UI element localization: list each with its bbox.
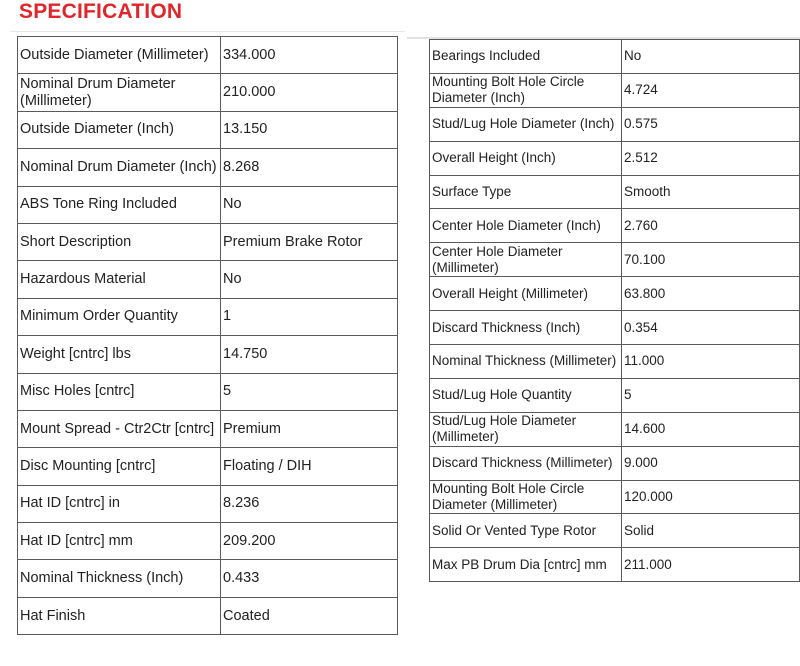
spec-value: 14.750 xyxy=(221,336,398,373)
spec-label: Nominal Thickness (Inch) xyxy=(18,560,221,597)
table-row xyxy=(18,223,398,260)
spec-value: 14.600 xyxy=(622,412,800,446)
spec-label: Nominal Drum Diameter (Inch) xyxy=(18,149,221,186)
table-row xyxy=(18,597,398,634)
table-row xyxy=(430,141,800,175)
table-row xyxy=(18,111,398,148)
spec-label: Mounting Bolt Hole Circle Diameter (Millimeter) xyxy=(430,480,622,514)
spec-value: No xyxy=(622,40,800,74)
spec-value: 8.268 xyxy=(221,149,398,186)
spec-label: ABS Tone Ring Included xyxy=(18,186,221,223)
spec-label: Nominal Thickness (Millimeter) xyxy=(430,345,622,379)
table-row xyxy=(430,277,800,311)
spec-table-left xyxy=(17,36,398,635)
table-row xyxy=(430,514,800,548)
table-row xyxy=(18,149,398,186)
table-row xyxy=(430,446,800,480)
table-row xyxy=(430,40,800,74)
spec-label: Outside Diameter (Millimeter) xyxy=(18,37,221,74)
spec-value: Coated xyxy=(221,597,398,634)
table-row xyxy=(430,209,800,243)
heading-divider xyxy=(10,31,405,32)
table-row xyxy=(430,480,800,514)
spec-label: Center Hole Diameter (Inch) xyxy=(430,209,622,243)
spec-value: No xyxy=(221,261,398,298)
spec-label: Short Description xyxy=(18,223,221,260)
spec-label: Outside Diameter (Inch) xyxy=(18,111,221,148)
table-row xyxy=(430,243,800,277)
table-row xyxy=(18,298,398,335)
spec-table-right-body xyxy=(430,40,800,582)
spec-label: Weight [cntrc] lbs xyxy=(18,336,221,373)
spec-value: 334.000 xyxy=(221,37,398,74)
spec-table-left-body xyxy=(18,37,398,635)
spec-value: 70.100 xyxy=(622,243,800,277)
spec-label: Stud/Lug Hole Diameter (Inch) xyxy=(430,107,622,141)
spec-value: 0.433 xyxy=(221,560,398,597)
spec-value: 210.000 xyxy=(221,74,398,111)
spec-label: Mounting Bolt Hole Circle Diameter (Inch) xyxy=(430,73,622,107)
spec-label: Disc Mounting [cntrc] xyxy=(18,448,221,485)
table-row xyxy=(18,523,398,560)
spec-label: Minimum Order Quantity xyxy=(18,298,221,335)
spec-value: 211.000 xyxy=(622,548,800,582)
spec-value: 4.724 xyxy=(622,73,800,107)
spec-value: Premium Brake Rotor xyxy=(221,223,398,260)
spec-value: 120.000 xyxy=(622,480,800,514)
table-row xyxy=(430,311,800,345)
spec-value: 0.354 xyxy=(622,311,800,345)
spec-value: 5 xyxy=(221,373,398,410)
table-row xyxy=(430,73,800,107)
table-row xyxy=(18,373,398,410)
spec-label: Discard Thickness (Inch) xyxy=(430,311,622,345)
spec-label: Overall Height (Inch) xyxy=(430,141,622,175)
table-row xyxy=(430,548,800,582)
spec-value: 8.236 xyxy=(221,485,398,522)
table-row xyxy=(430,345,800,379)
spec-value: 1 xyxy=(221,298,398,335)
spec-label: Surface Type xyxy=(430,175,622,209)
spec-value: 11.000 xyxy=(622,345,800,379)
table-row xyxy=(18,485,398,522)
table-row xyxy=(18,448,398,485)
spec-label: Discard Thickness (Millimeter) xyxy=(430,446,622,480)
table-row xyxy=(430,378,800,412)
spec-label: Hat ID [cntrc] mm xyxy=(18,523,221,560)
spec-label: Mount Spread - Ctr2Ctr [cntrc] xyxy=(18,410,221,447)
table-row xyxy=(18,336,398,373)
spec-label: Misc Holes [cntrc] xyxy=(18,373,221,410)
spec-label: Solid Or Vented Type Rotor xyxy=(430,514,622,548)
spec-label: Hazardous Material xyxy=(18,261,221,298)
spec-label: Nominal Drum Diameter (Millimeter) xyxy=(18,74,221,111)
table-row xyxy=(18,37,398,74)
table-row xyxy=(18,74,398,111)
spec-value: Floating / DIH xyxy=(221,448,398,485)
spec-value: 5 xyxy=(622,378,800,412)
table-row xyxy=(430,412,800,446)
spec-value: 209.200 xyxy=(221,523,398,560)
spec-label: Max PB Drum Dia [cntrc] mm xyxy=(430,548,622,582)
spec-value: Solid xyxy=(622,514,800,548)
spec-value: No xyxy=(221,186,398,223)
spec-value: 2.512 xyxy=(622,141,800,175)
spec-label: Stud/Lug Hole Diameter (Millimeter) xyxy=(430,412,622,446)
spec-label: Hat ID [cntrc] in xyxy=(18,485,221,522)
table-row xyxy=(18,410,398,447)
spec-value: Premium xyxy=(221,410,398,447)
spec-label: Center Hole Diameter (Millimeter) xyxy=(430,243,622,277)
spec-label: Hat Finish xyxy=(18,597,221,634)
page-title: SPECIFICATION xyxy=(19,0,183,23)
table-row xyxy=(430,175,800,209)
spec-value: 0.575 xyxy=(622,107,800,141)
table-row xyxy=(18,261,398,298)
spec-value: 9.000 xyxy=(622,446,800,480)
spec-label: Overall Height (Millimeter) xyxy=(430,277,622,311)
spec-value: 2.760 xyxy=(622,209,800,243)
spec-value: 63.800 xyxy=(622,277,800,311)
table-row xyxy=(18,186,398,223)
spec-label: Bearings Included xyxy=(430,40,622,74)
spec-label: Stud/Lug Hole Quantity xyxy=(430,378,622,412)
table-row xyxy=(18,560,398,597)
spec-table-right xyxy=(429,39,800,582)
table-row xyxy=(430,107,800,141)
spec-value: Smooth xyxy=(622,175,800,209)
spec-value: 13.150 xyxy=(221,111,398,148)
